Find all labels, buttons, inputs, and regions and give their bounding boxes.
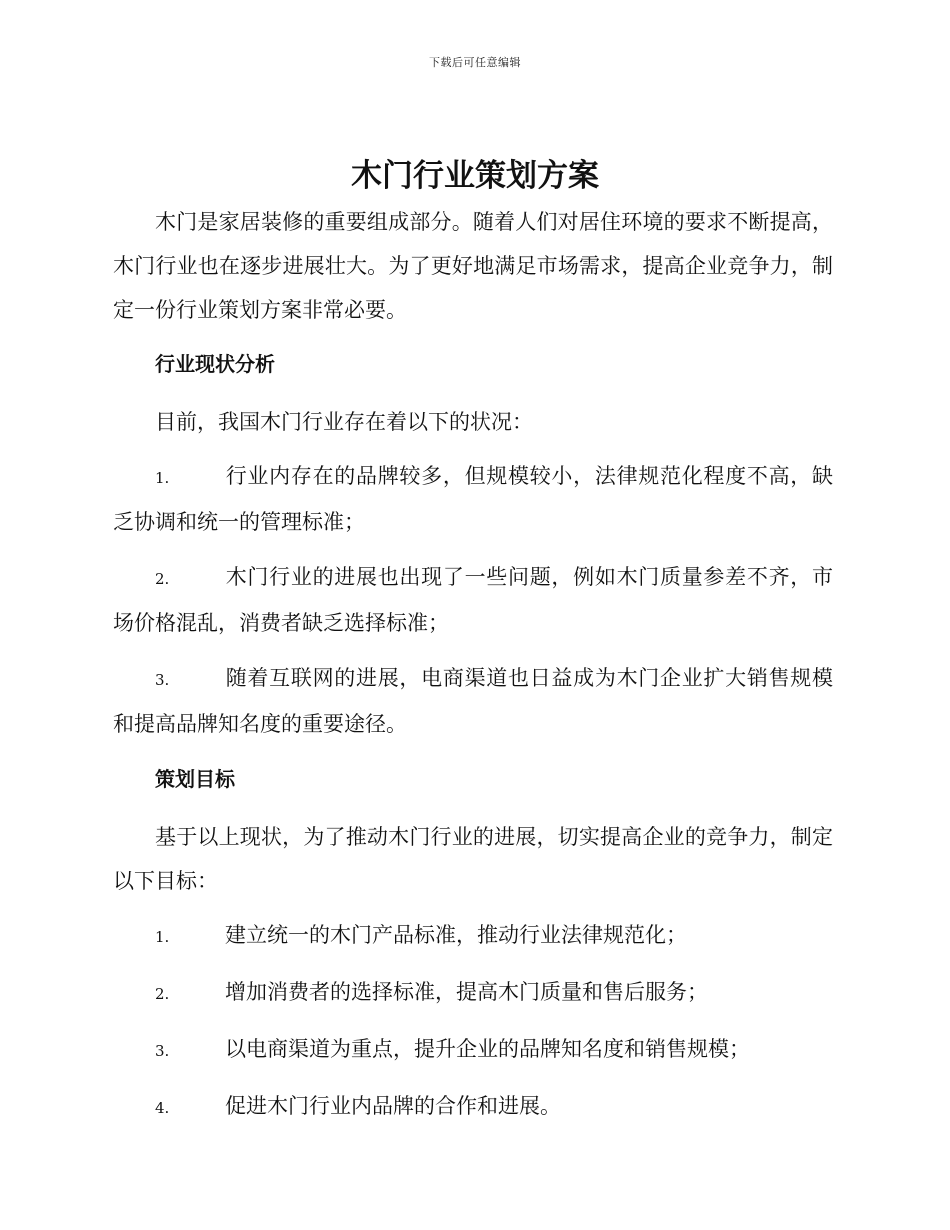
list-item [113,970,833,1016]
list-number: 1. [155,928,170,946]
section-lead-status: 目前，我国木门行业存在着以下的状况： [155,410,533,434]
list-text: 以电商渠道为重点，提升企业的品牌知名度和销售规模； [225,1037,750,1061]
list-number: 3. [155,1042,170,1060]
list-number: 4. [155,1099,170,1117]
list-text: 增加消费者的选择标准，提高木门质量和售后服务； [225,980,708,1004]
list-text: 木门行业的进展也出现了一些问题，例如木门质量参差不齐，市场价格混乱，消费者缺乏选择标准； [113,565,833,635]
list-item [113,454,833,544]
intro-paragraph: 木门是家居装修的重要组成部分。随着人们对居住环境的要求不断提高，木门行业也在逐步进展壮大。为了更好地满足市场需求，提高企业竞争力，制定一份行业策划方案非常必要。 [113,210,833,322]
list-number: 1. [155,469,170,487]
section-lead-goals: 基于以上现状，为了推动木门行业的进展，切实提高企业的竞争力，制定以下目标： [113,825,833,893]
list-number: 2. [155,985,170,1003]
list-item [113,656,833,746]
document-title: 木门行业策划方案 [351,158,599,194]
list-text: 随着互联网的进展，电商渠道也日益成为木门企业扩大销售规模和提高品牌知名度的重要途径。 [113,666,833,736]
list-item [113,913,833,959]
list-item [113,555,833,645]
document-body [113,200,833,1141]
list-item [113,1027,833,1073]
list-item [113,1084,833,1130]
list-text: 行业内存在的品牌较多，但规模较小，法律规范化程度不高，缺乏协调和统一的管理标准； [113,464,833,534]
list-text: 建立统一的木门产品标准，推动行业法律规范化； [225,923,687,947]
section-heading-status: 行业现状分析 [155,352,275,376]
list-number: 2. [155,570,170,588]
list-text: 促进木门行业内品牌的合作和进展。 [225,1094,561,1118]
section-heading-goals: 策划目标 [155,767,235,791]
list-number: 3. [155,671,170,689]
header-note: 下载后可任意编辑 [429,56,521,69]
